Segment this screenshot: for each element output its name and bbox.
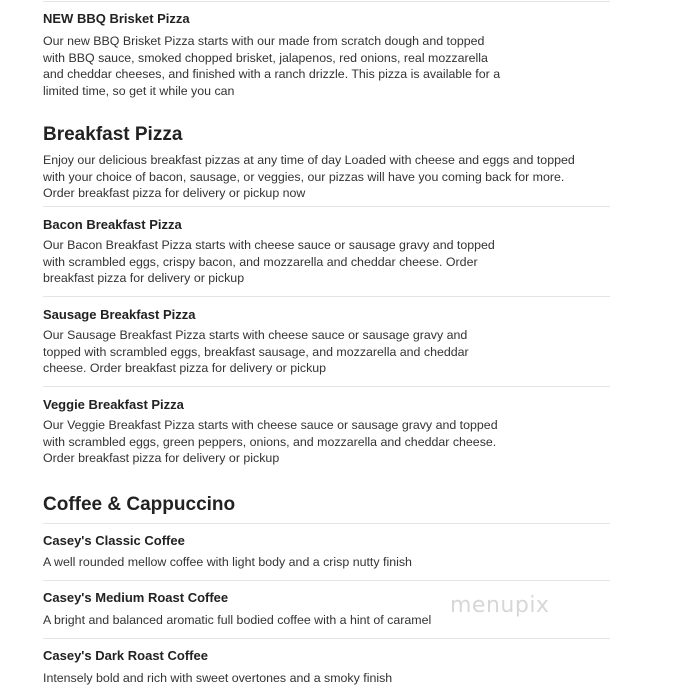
item-name-classic-coffee: Casey's Classic Coffee bbox=[43, 533, 185, 548]
item-name-bacon-breakfast: Bacon Breakfast Pizza bbox=[43, 217, 182, 232]
desc-line: cheese. Order breakfast pizza for delivery or pickup bbox=[43, 361, 327, 376]
item-name-sausage-breakfast: Sausage Breakfast Pizza bbox=[43, 307, 196, 322]
desc-line: Our Veggie Breakfast Pizza starts with cheese sauce or sausage gravy and topped bbox=[43, 418, 498, 432]
desc-line: Intensely bold and rich with sweet overtones and a smoky finish bbox=[43, 671, 393, 685]
desc-line: and cheddar cheeses, and finished with a ranch drizzle. This pizza is available for a bbox=[43, 67, 501, 82]
item-desc-bacon-breakfast bbox=[43, 237, 495, 287]
divider bbox=[43, 386, 610, 387]
divider bbox=[43, 638, 610, 639]
item-desc-classic-coffee bbox=[43, 554, 412, 571]
item-desc-sausage-breakfast bbox=[43, 327, 469, 377]
section-title-breakfast: Breakfast Pizza bbox=[43, 124, 183, 145]
divider bbox=[43, 206, 610, 207]
desc-line: Our new BBQ Brisket Pizza starts with our made from scratch dough and topped bbox=[43, 34, 485, 48]
desc-line: A bright and balanced aromatic full bodied coffee with a hint of caramel bbox=[43, 613, 432, 627]
divider bbox=[43, 523, 610, 524]
desc-line: Order breakfast pizza for delivery or pickup now bbox=[43, 186, 306, 201]
desc-line: Enjoy our delicious breakfast pizzas at any time of day Loaded with cheese and eggs and topped bbox=[43, 153, 575, 167]
item-desc-dark-roast-coffee bbox=[43, 670, 392, 687]
desc-line: A well rounded mellow coffee with light body and a crisp nutty finish bbox=[43, 555, 412, 569]
divider bbox=[43, 296, 610, 297]
divider bbox=[43, 580, 610, 581]
desc-line: Order breakfast pizza for delivery or pickup bbox=[43, 451, 280, 466]
desc-line: with your choice of bacon, sausage, or veggies, our pizzas will have you coming back for more. bbox=[43, 169, 565, 184]
item-name-medium-roast-coffee: Casey's Medium Roast Coffee bbox=[43, 590, 229, 605]
desc-line: with scrambled eggs, crispy bacon, and mozzarella and cheddar cheese. Order bbox=[43, 254, 478, 269]
item-desc-veggie-breakfast bbox=[43, 417, 498, 467]
desc-line: Our Sausage Breakfast Pizza starts with cheese sauce or sausage gravy and bbox=[43, 328, 468, 342]
desc-line: Our Bacon Breakfast Pizza starts with cheese sauce or sausage gravy and topped bbox=[43, 238, 495, 252]
watermark-logo: menupix bbox=[450, 593, 550, 618]
item-desc-medium-roast-coffee bbox=[43, 612, 431, 629]
desc-line: limited time, so get it while you can bbox=[43, 83, 235, 98]
desc-line: with scrambled eggs, green peppers, onions, and mozzarella and cheddar cheese. bbox=[43, 434, 497, 449]
desc-line: topped with scrambled eggs, breakfast sausage, and mozzarella and cheddar bbox=[43, 344, 469, 359]
desc-line: breakfast pizza for delivery or pickup bbox=[43, 271, 245, 286]
item-name-bbq-brisket: NEW BBQ Brisket Pizza bbox=[43, 11, 190, 26]
desc-line: with BBQ sauce, smoked chopped brisket, jalapenos, red onions, real mozzarella bbox=[43, 50, 488, 65]
item-desc-bbq-brisket bbox=[43, 33, 500, 99]
divider bbox=[43, 1, 610, 2]
item-name-dark-roast-coffee: Casey's Dark Roast Coffee bbox=[43, 648, 208, 663]
section-title-coffee: Coffee & Cappuccino bbox=[43, 494, 236, 515]
item-name-veggie-breakfast: Veggie Breakfast Pizza bbox=[43, 397, 184, 412]
section-desc-breakfast bbox=[43, 152, 575, 202]
